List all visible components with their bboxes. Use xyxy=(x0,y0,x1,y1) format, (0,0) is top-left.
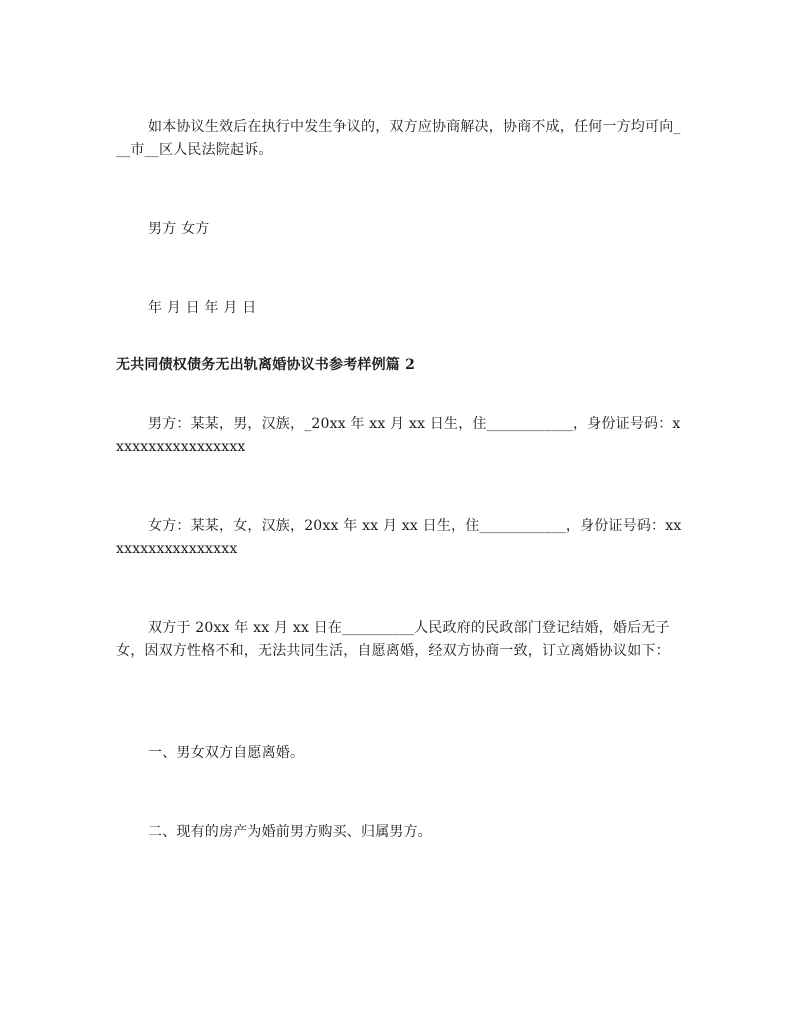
marriage-registration-paragraph: 双方于 20xx 年 xx 月 xx 日在__________人民政府的民政部门登记结婚，婚后无子女，因双方性格不和，无法共同生活，自愿离婚，经双方协商一致，订立离婚协议如下： xyxy=(116,620,670,659)
male-party-paragraph: 男方：某某，男，汉族，_20xx 年 xx 月 xx 日生，住____________，身份证号码：xxxxxxxxxxxxxxxxx xyxy=(116,416,681,455)
clause-one: 一、男女双方自愿离婚。 xyxy=(148,745,305,761)
dispute-clause-paragraph: 如本协议生效后在执行中发生争议的，双方应协商解决，协商不成，任何一方均可向___市__区人民法院起诉。 xyxy=(116,119,681,158)
clause-two: 二、现有的房产为婚前男方购买、归属男方。 xyxy=(148,824,432,840)
date-line: 年 月 日 年 月 日 xyxy=(148,300,257,316)
signature-line: 男方 女方 xyxy=(148,221,210,237)
female-party-paragraph: 女方：某某，女，汉族，20xx 年 xx 月 xx 日生，住____________，身份证号码：xxxxxxxxxxxxxxxxx xyxy=(116,518,682,557)
section-heading: 无共同债权债务无出轨离婚协议书参考样例篇 2 xyxy=(116,357,416,373)
